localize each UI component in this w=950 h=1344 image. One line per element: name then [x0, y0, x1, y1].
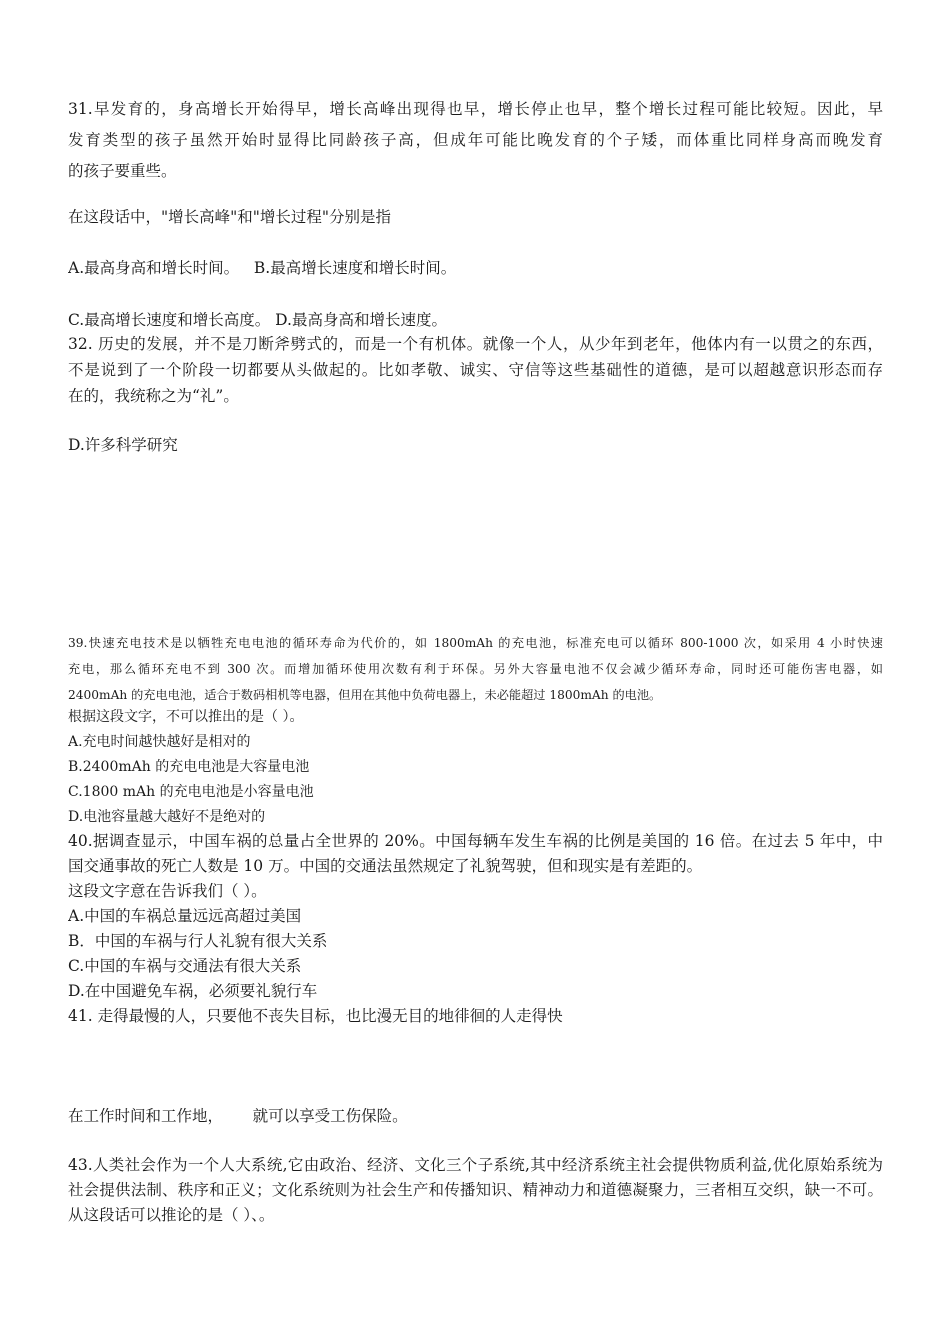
- q31-line-3: 的孩子要重些。: [68, 162, 177, 180]
- q39-question-and-options: [68, 705, 883, 830]
- q40-option-c: C.中国的车祸与交通法有很大关系: [68, 957, 302, 975]
- q39-line-2: 充电，那么循环充电不到 300 次。而增加循环使用次数有利于环保。另外大容量电池不仅会减少循环寿命，同时还可能伤害电器，如: [68, 662, 883, 676]
- q31-line-1: 31.早发育的，身高增长开始得早，增长高峰出现得也早，增长停止也早，整个增长过程可能比较短。因此，早: [68, 100, 883, 118]
- q39-question: 根据这段文字，不可以推出的是（ ）。: [68, 709, 304, 725]
- question-42-fragment: [68, 1104, 883, 1129]
- q32-line-3: 在的，我统称之为“礼”。: [68, 387, 239, 405]
- question-43: [68, 1153, 883, 1228]
- question-31: [68, 94, 883, 187]
- q40-option-b: B．中国的车祸与行人礼貌有很大关系: [68, 932, 328, 950]
- q42-text: 在工作时间和工作地， 就可以享受工伤保险。: [68, 1107, 408, 1125]
- q31-question-text: 在这段话中，"增长高峰"和"增长过程"分别是指: [68, 208, 392, 226]
- q31-options-row-1: [68, 256, 883, 280]
- q39-option-a: A.充电时间越快越好是相对的: [68, 734, 251, 750]
- q43-line-1: 43.人类社会作为一个人大系统,它由政治、经济、文化三个子系统,其中经济系统主社会提供物质利益,优化原始系统为: [68, 1156, 883, 1174]
- q32-option-d: [68, 433, 883, 457]
- q31-options-cd: C.最高增长速度和增长高度。 D.最高身高和增长速度。: [68, 311, 447, 329]
- q41-text: 41. 走得最慢的人，只要他不丧失目标，也比漫无目的地徘徊的人走得快: [68, 1007, 563, 1025]
- q39-option-c: C.1800 mAh 的充电电池是小容量电池: [68, 784, 314, 800]
- q39-line-1: 39.快速充电技术是以牺牲充电电池的循环寿命为代价的，如 1800mAh 的充电池，标准充电可以循环 800-1000 次，如采用 4 小时快速: [68, 636, 883, 650]
- q40-question: 这段文字意在告诉我们（ ）。: [68, 882, 267, 900]
- q43-line-2: 社会提供法制、秩序和正义；文化系统则为社会生产和传播知识、精神动力和道德凝聚力，三者相互交织，缺一不可。: [68, 1181, 883, 1199]
- q43-line-3: 从这段话可以推论的是（ ）、。: [68, 1206, 275, 1224]
- q40-line-2: 国交通事故的死亡人数是 10 万。中国的交通法虽然规定了礼貌驾驶，但和现实是有差距的。: [68, 857, 703, 875]
- q39-option-b: B.2400mAh 的充电电池是大容量电池: [68, 759, 310, 775]
- q31-question: [68, 205, 883, 229]
- q31-options-ab: A.最高身高和增长时间。 B.最高增长速度和增长时间。: [68, 259, 457, 277]
- q31-line-2: 发育类型的孩子虽然开始时显得比同龄孩子高，但成年可能比晚发育的个子矮，而体重比同样身高而晚发育: [68, 131, 883, 149]
- question-32: [68, 331, 883, 409]
- q32-option-d-text: D.许多科学研究: [68, 436, 178, 454]
- question-39: [68, 630, 883, 708]
- q31-options-row-2: [68, 308, 883, 332]
- q40-option-a: A.中国的车祸总量远远高超过美国: [68, 907, 302, 925]
- q32-line-2: 不是说到了一个阶段一切都要从头做起的。比如孝敬、诚实、守信等这些基础性的道德，是可以超越意识形态而存: [68, 361, 883, 379]
- q39-line-3: 2400mAh 的充电电池，适合于数码相机等电器，但用在其他中负荷电器上，未必能超过 1800mAh 的电池。: [68, 688, 662, 702]
- q32-line-1: 32. 历史的发展，并不是刀断斧劈式的，而是一个有机体。就像一个人，从少年到老年，他体内有一以贯之的东西，: [68, 335, 883, 353]
- question-41: [68, 1004, 883, 1029]
- q40-option-d: D.在中国避免车祸，必须要礼貌行车: [68, 982, 318, 1000]
- q40-line-1: 40.据调查显示，中国车祸的总量占全世界的 20%。中国每辆车发生车祸的比例是美国的 16 倍。在过去 5 年中，中: [68, 832, 883, 850]
- q39-option-d: D.电池容量越大越好不是绝对的: [68, 809, 266, 825]
- question-40: [68, 829, 883, 1004]
